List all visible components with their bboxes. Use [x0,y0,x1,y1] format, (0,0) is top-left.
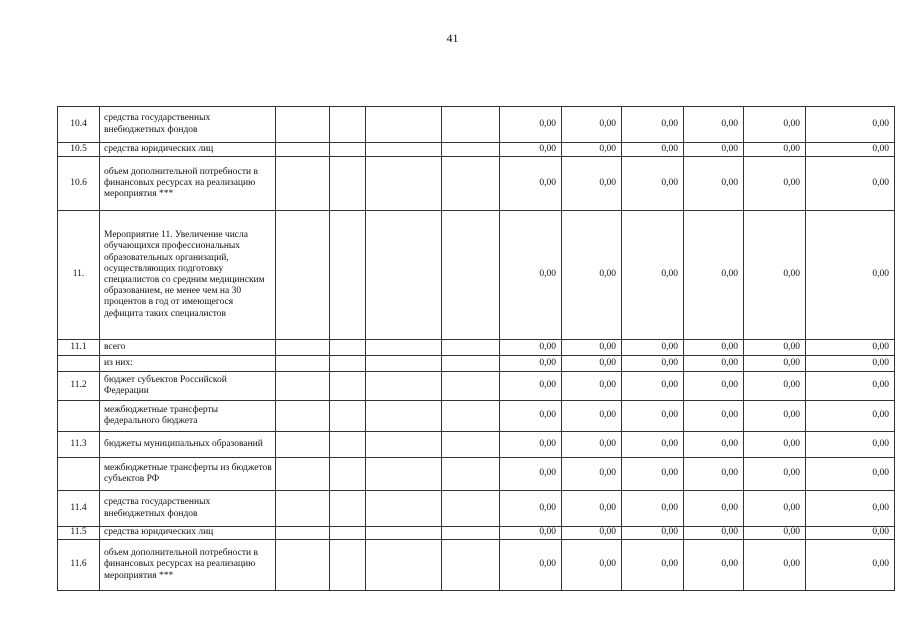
empty-cell [442,143,500,157]
empty-cell [442,356,500,372]
empty-cell [276,401,330,432]
row-name: Мероприятие 11. Увеличение числа обучающихся профессиональных образовательных организаций, осуществляющих подготовку специалистов со средним медицинским образованием, не менее чем на 30 процентов в год от имеющегося дефицита таких специалистов [100,211,276,340]
row-number: 11.4 [58,491,100,527]
table-row [58,372,895,401]
table-row [58,432,895,458]
value-cell: 0,00 [744,211,806,340]
value-cell: 0,00 [500,107,562,143]
empty-cell [442,540,500,591]
value-cell: 0,00 [562,432,622,458]
row-name: объем дополнительной потребности в финансовых ресурсах на реализацию мероприятия *** [100,540,276,591]
value-cell: 0,00 [744,157,806,211]
row-number: 10.4 [58,107,100,143]
value-cell: 0,00 [684,143,744,157]
table-row [58,143,895,157]
value-cell: 0,00 [622,527,684,540]
value-cell: 0,00 [500,372,562,401]
value-cell: 0,00 [562,340,622,356]
empty-cell [330,340,366,356]
value-cell: 0,00 [684,107,744,143]
value-cell: 0,00 [744,527,806,540]
value-cell: 0,00 [500,540,562,591]
empty-cell [442,491,500,527]
value-cell: 0,00 [806,157,895,211]
empty-cell [330,211,366,340]
row-name: из них: [100,356,276,372]
value-cell: 0,00 [684,401,744,432]
value-cell: 0,00 [500,401,562,432]
value-cell: 0,00 [744,107,806,143]
table-row [58,107,895,143]
value-cell: 0,00 [562,356,622,372]
table-row [58,356,895,372]
empty-cell [442,340,500,356]
value-cell: 0,00 [562,540,622,591]
value-cell: 0,00 [622,432,684,458]
empty-cell [330,432,366,458]
empty-cell [366,211,442,340]
row-number [58,401,100,432]
row-name: объем дополнительной потребности в финансовых ресурсах на реализацию мероприятия *** [100,157,276,211]
value-cell: 0,00 [562,458,622,491]
empty-cell [330,401,366,432]
row-number: 11.1 [58,340,100,356]
value-cell: 0,00 [500,143,562,157]
row-name: межбюджетные трансферты федерального бюджета [100,401,276,432]
value-cell: 0,00 [500,157,562,211]
value-cell: 0,00 [806,491,895,527]
value-cell: 0,00 [622,372,684,401]
value-cell: 0,00 [744,340,806,356]
empty-cell [366,372,442,401]
row-name: бюджеты муниципальных образований [100,432,276,458]
row-name: средства государственных внебюджетных фондов [100,107,276,143]
empty-cell [330,458,366,491]
row-name: средства юридических лиц [100,143,276,157]
value-cell: 0,00 [744,432,806,458]
value-cell: 0,00 [500,491,562,527]
row-name: средства юридических лиц [100,527,276,540]
row-number [58,458,100,491]
empty-cell [276,356,330,372]
empty-cell [330,540,366,591]
value-cell: 0,00 [500,527,562,540]
row-name: всего [100,340,276,356]
value-cell: 0,00 [622,540,684,591]
empty-cell [366,491,442,527]
table-row [58,540,895,591]
empty-cell [366,540,442,591]
empty-cell [366,458,442,491]
value-cell: 0,00 [806,340,895,356]
table-row [58,157,895,211]
budget-table [57,106,895,591]
empty-cell [366,401,442,432]
table-row [58,401,895,432]
row-name: межбюджетные трансферты из бюджетов субъектов РФ [100,458,276,491]
page-number: 41 [446,31,459,45]
value-cell: 0,00 [622,143,684,157]
row-name: бюджет субъектов Российской Федерации [100,372,276,401]
value-cell: 0,00 [562,491,622,527]
value-cell: 0,00 [684,356,744,372]
value-cell: 0,00 [744,491,806,527]
value-cell: 0,00 [622,157,684,211]
empty-cell [366,107,442,143]
row-number: 11.2 [58,372,100,401]
empty-cell [442,432,500,458]
value-cell: 0,00 [806,401,895,432]
row-number: 10.5 [58,143,100,157]
value-cell: 0,00 [562,401,622,432]
empty-cell [276,372,330,401]
value-cell: 0,00 [684,540,744,591]
empty-cell [330,107,366,143]
value-cell: 0,00 [562,107,622,143]
row-number: 11. [58,211,100,340]
value-cell: 0,00 [562,527,622,540]
value-cell: 0,00 [744,356,806,372]
empty-cell [276,527,330,540]
value-cell: 0,00 [622,458,684,491]
value-cell: 0,00 [684,157,744,211]
empty-cell [276,458,330,491]
value-cell: 0,00 [744,458,806,491]
value-cell: 0,00 [684,527,744,540]
value-cell: 0,00 [622,356,684,372]
value-cell: 0,00 [562,157,622,211]
row-number: 10.6 [58,157,100,211]
value-cell: 0,00 [622,401,684,432]
value-cell: 0,00 [806,372,895,401]
empty-cell [366,157,442,211]
value-cell: 0,00 [500,211,562,340]
value-cell: 0,00 [500,340,562,356]
empty-cell [366,340,442,356]
value-cell: 0,00 [744,143,806,157]
value-cell: 0,00 [806,107,895,143]
empty-cell [442,107,500,143]
value-cell: 0,00 [744,401,806,432]
empty-cell [330,157,366,211]
value-cell: 0,00 [562,211,622,340]
value-cell: 0,00 [562,372,622,401]
value-cell: 0,00 [806,432,895,458]
empty-cell [442,211,500,340]
empty-cell [330,491,366,527]
table-row [58,527,895,540]
value-cell: 0,00 [684,211,744,340]
value-cell: 0,00 [744,372,806,401]
table-row [58,458,895,491]
value-cell: 0,00 [684,491,744,527]
empty-cell [276,143,330,157]
value-cell: 0,00 [622,491,684,527]
empty-cell [366,527,442,540]
row-number: 11.3 [58,432,100,458]
empty-cell [442,458,500,491]
value-cell: 0,00 [622,340,684,356]
table-body [58,107,895,591]
value-cell: 0,00 [500,432,562,458]
empty-cell [330,356,366,372]
empty-cell [276,491,330,527]
value-cell: 0,00 [684,458,744,491]
value-cell: 0,00 [806,527,895,540]
value-cell: 0,00 [622,107,684,143]
value-cell: 0,00 [500,356,562,372]
empty-cell [276,340,330,356]
row-number [58,356,100,372]
value-cell: 0,00 [684,432,744,458]
value-cell: 0,00 [684,372,744,401]
value-cell: 0,00 [684,340,744,356]
table-row [58,491,895,527]
value-cell: 0,00 [806,211,895,340]
row-name: средства государственных внебюджетных фондов [100,491,276,527]
empty-cell [276,211,330,340]
value-cell: 0,00 [806,356,895,372]
empty-cell [330,143,366,157]
empty-cell [366,143,442,157]
row-number: 11.6 [58,540,100,591]
empty-cell [276,157,330,211]
value-cell: 0,00 [744,540,806,591]
table-row [58,340,895,356]
empty-cell [330,527,366,540]
empty-cell [442,157,500,211]
value-cell: 0,00 [622,211,684,340]
value-cell: 0,00 [806,143,895,157]
empty-cell [442,401,500,432]
value-cell: 0,00 [806,540,895,591]
empty-cell [366,356,442,372]
empty-cell [276,432,330,458]
value-cell: 0,00 [500,458,562,491]
empty-cell [276,107,330,143]
table-row [58,211,895,340]
empty-cell [442,372,500,401]
empty-cell [366,432,442,458]
empty-cell [276,540,330,591]
row-number: 11.5 [58,527,100,540]
value-cell: 0,00 [562,143,622,157]
value-cell: 0,00 [806,458,895,491]
empty-cell [442,527,500,540]
empty-cell [330,372,366,401]
